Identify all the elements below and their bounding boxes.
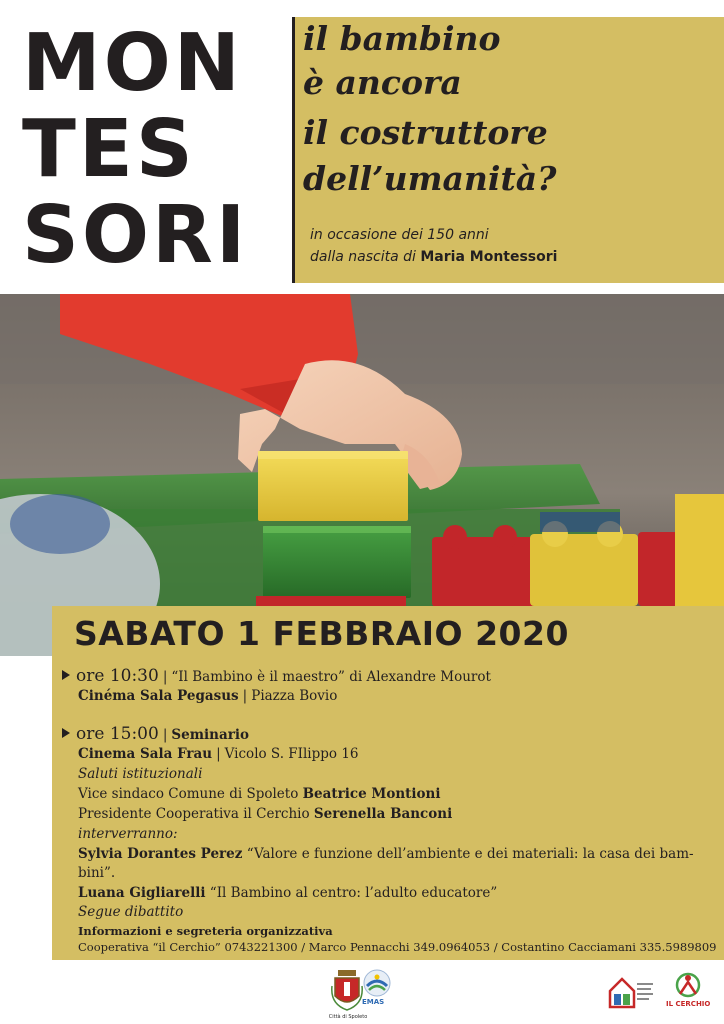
question-line-1: il bambino xyxy=(303,19,501,58)
subtitle-name: Maria Montessori xyxy=(420,249,558,265)
session2-venue: Cinema Sala Frau xyxy=(78,746,213,762)
event-date: SABATO 1 FEBBRAIO 2020 xyxy=(74,614,569,653)
session2-type: Seminario xyxy=(171,727,249,743)
speaker2-row xyxy=(78,806,452,822)
closing-note: Segue dibattito xyxy=(78,904,184,920)
talk1-row xyxy=(78,846,694,862)
speaker1-role: Vice sindaco Comune di Spoleto xyxy=(78,786,303,802)
subtitle-line-2 xyxy=(310,249,557,265)
talk1-title-line1: “Valore e funzione dell’ambiente e dei materiali: la casa dei bam- xyxy=(242,846,694,862)
session1-address: Piazza Bovio xyxy=(251,688,338,704)
session2-address: Vicolo S. FIlippo 16 xyxy=(224,746,359,762)
coat-of-arms-icon xyxy=(330,968,364,1018)
spoleto-caption: Città di Spoleto xyxy=(328,1014,368,1020)
session1-venue-row xyxy=(78,688,337,704)
question-line-2: è ancora xyxy=(303,63,462,102)
speaker2-role: Presidente Cooperativa il Cerchio xyxy=(78,806,314,822)
separator: | xyxy=(162,669,168,685)
interventions-label: interverranno: xyxy=(78,826,178,842)
building-blocks-illustration xyxy=(0,294,724,656)
session2-venue-row xyxy=(78,746,359,762)
title-line-3: SORI xyxy=(22,189,249,281)
main-title xyxy=(22,17,277,281)
arrow-icon xyxy=(62,728,70,738)
association-logo xyxy=(608,975,656,1013)
question-line-3: il costruttore xyxy=(303,113,548,152)
emas-logo xyxy=(362,968,392,1006)
event-panel xyxy=(52,606,724,960)
hero-photo xyxy=(0,294,724,656)
emas-icon xyxy=(362,968,392,998)
separator: | xyxy=(162,727,168,743)
contacts: Cooperativa “il Cerchio” 0743221300 / Marco Pennacchi 349.0964053 / Costantino Cacciamani 335.5989809 xyxy=(78,940,717,954)
speaker1-row xyxy=(78,786,440,802)
separator: | xyxy=(216,746,221,762)
session1-heading xyxy=(62,666,491,686)
question-line-4: dell’umanità? xyxy=(303,159,557,198)
talk2-row xyxy=(78,885,497,901)
subtitle-line-1: in occasione dei 150 anni xyxy=(310,227,489,243)
session1-description: “Il Bambino è il maestro” di Alexandre Mourot xyxy=(171,669,491,685)
talk1-title-line2: bini”. xyxy=(78,865,116,881)
subtitle-prefix: dalla nascita di xyxy=(310,249,421,265)
greetings-label: Saluti istituzionali xyxy=(78,766,203,782)
cerchio-caption: IL CERCHIO xyxy=(666,1000,711,1008)
title-line-1: MON xyxy=(22,17,243,109)
session1-time: ore 10:30 xyxy=(76,666,159,686)
question-panel xyxy=(292,17,724,283)
emas-caption: EMAS xyxy=(362,998,385,1006)
session2-time: ore 15:00 xyxy=(76,724,159,744)
title-line-2: TES xyxy=(22,103,196,195)
arrow-icon xyxy=(62,670,70,680)
separator: | xyxy=(242,688,248,704)
cerchio-icon xyxy=(668,970,708,1000)
spoleto-logo xyxy=(328,968,368,1022)
talk2-speaker: Luana Gigliarelli xyxy=(78,885,206,901)
session2-heading xyxy=(62,724,249,744)
talk2-title: “Il Bambino al centro: l’adulto educatore” xyxy=(205,885,498,901)
speaker1-name: Beatrice Montioni xyxy=(302,786,441,802)
speaker2-name: Serenella Banconi xyxy=(313,806,453,822)
talk1-speaker: Sylvia Dorantes Perez xyxy=(78,846,243,862)
session1-venue: Cinéma Sala Pegasus xyxy=(78,688,239,704)
info-label: Informazioni e segreteria organizzativa xyxy=(78,924,333,938)
cerchio-logo xyxy=(666,970,711,1008)
house-icon xyxy=(608,975,656,1009)
